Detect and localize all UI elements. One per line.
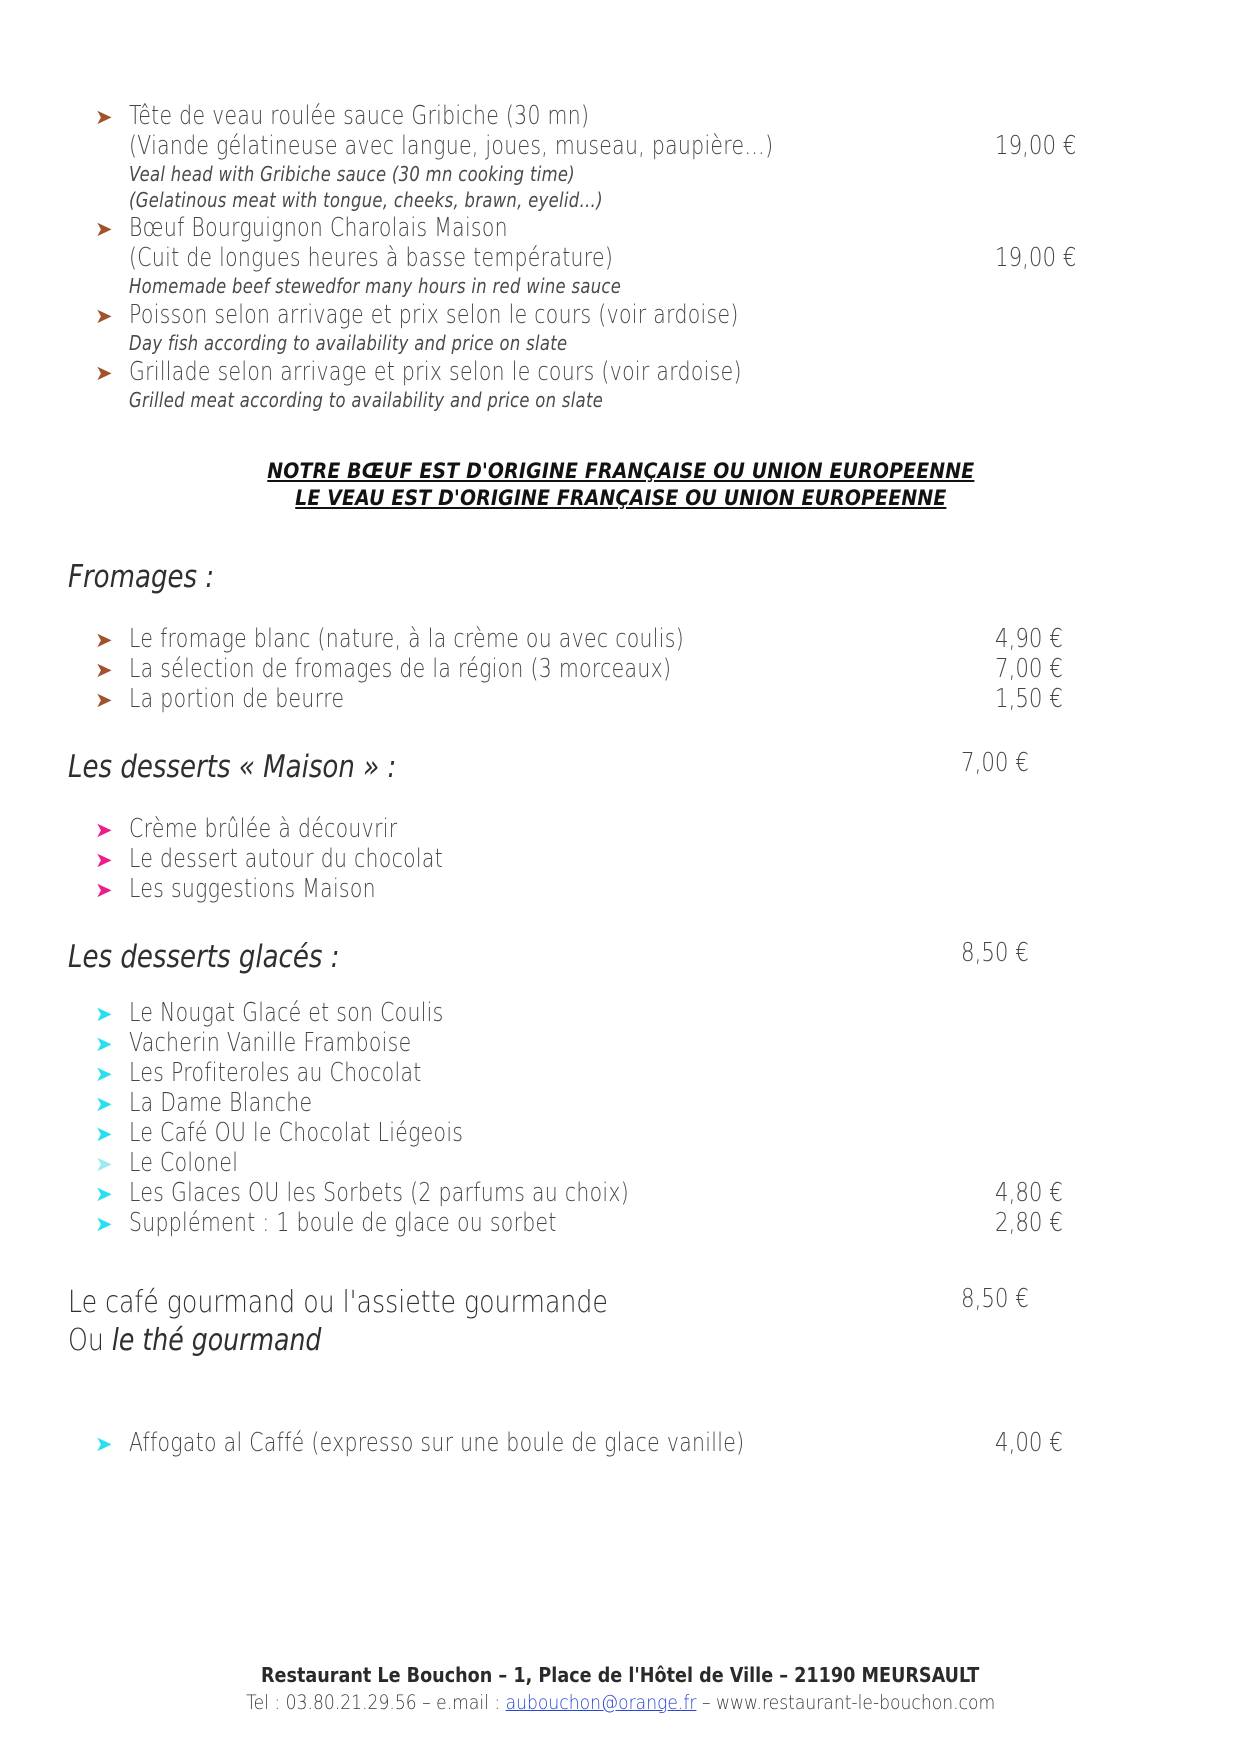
- cheeses-section: [0, 558, 1241, 714]
- list-item[interactable]: [95, 1148, 1155, 1178]
- footer-website: – www.restaurant-le-bouchon.com: [696, 1691, 996, 1714]
- item-label: Les Profiteroles au Chocolat: [129, 1058, 422, 1088]
- list-item[interactable]: [95, 874, 1155, 904]
- item-label: Le Nougat Glacé et son Coulis: [129, 998, 444, 1028]
- item-name: Poisson selon arrivage et prix selon le cours (voir ardoise): [129, 300, 739, 330]
- item-name: Grillade selon arrivage et prix selon le cours (voir ardoise): [129, 357, 742, 387]
- top-spacer: [0, 0, 1241, 46]
- list-item[interactable]: [95, 1208, 1155, 1238]
- arrow-bullet-icon: ➤: [95, 362, 113, 385]
- menu-item[interactable]: [95, 357, 1155, 387]
- footer-address: Restaurant Le Bouchon – 1, Place de l'Hôtel de Ville – 21190 MEURSAULT: [261, 1663, 980, 1687]
- arrow-bullet-icon: ➤: [95, 1093, 113, 1116]
- section-price: 8,50 €: [961, 938, 1029, 968]
- arrow-bullet-icon: ➤: [95, 1123, 113, 1146]
- arrow-bullet-icon: ➤: [95, 819, 113, 842]
- list-item[interactable]: [95, 684, 1155, 714]
- menu-item-detail: [95, 243, 1155, 273]
- arrow-bullet-icon: ➤: [95, 879, 113, 902]
- section-heading-row: [68, 938, 1148, 976]
- item-en-description: (Gelatinous meat with tongue, cheeks, brawn, eyelid…): [129, 188, 603, 212]
- item-price: 7,00 €: [995, 654, 1063, 684]
- arrow-bullet-icon: ➤: [95, 849, 113, 872]
- gourmand-heading-row: [68, 1284, 1148, 1322]
- item-label: La portion de beurre: [129, 684, 345, 714]
- item-price: 1,50 €: [995, 684, 1063, 714]
- list-item[interactable]: [95, 1178, 1155, 1208]
- menu-item-translation: [95, 330, 1155, 357]
- item-label: La sélection de fromages de la région (3 morceaux): [129, 654, 672, 684]
- arrow-bullet-icon: ➤: [95, 1183, 113, 1206]
- menu-item[interactable]: [95, 213, 1155, 243]
- main-dishes-section: [0, 101, 1241, 414]
- item-price: 19,00 €: [995, 243, 1077, 273]
- list-item[interactable]: [95, 654, 1155, 684]
- item-label: Affogato al Caffé (expresso sur une boule de glace vanille): [129, 1428, 745, 1458]
- arrow-bullet-icon: ➤: [95, 106, 113, 129]
- item-fr-description: (Viande gélatineuse avec langue, joues, museau, paupière…): [129, 131, 774, 161]
- arrow-bullet-icon: ➤: [95, 689, 113, 712]
- menu-item-translation: [95, 387, 1155, 414]
- section-title-desserts-glaces: Les desserts glacés :: [68, 939, 340, 975]
- item-price: 4,90 €: [995, 624, 1063, 654]
- item-en-name: Grilled meat according to availability and price on slate: [129, 388, 604, 412]
- list-item[interactable]: [95, 1118, 1155, 1148]
- gourmand-price: 8,50 €: [961, 1284, 1029, 1314]
- arrow-bullet-icon: ➤: [95, 1213, 113, 1236]
- arrow-bullet-icon: ➤: [95, 629, 113, 652]
- item-label: Crème brûlée à découvrir: [129, 814, 398, 844]
- item-label: Le Café OU le Chocolat Liégeois: [129, 1118, 464, 1148]
- list-item[interactable]: [95, 814, 1155, 844]
- item-label: Vacherin Vanille Framboise: [129, 1028, 412, 1058]
- gourmand-line-2: [68, 1322, 818, 1360]
- item-label: Le fromage blanc (nature, à la crème ou avec coulis): [129, 624, 684, 654]
- item-label: Le dessert autour du chocolat: [129, 844, 444, 874]
- item-price: 2,80 €: [995, 1208, 1063, 1238]
- item-label: Supplément : 1 boule de glace ou sorbet: [129, 1208, 557, 1238]
- arrow-bullet-icon: ➤: [95, 1033, 113, 1056]
- item-name: Bœuf Bourguignon Charolais Maison: [129, 213, 508, 243]
- arrow-bullet-icon: ➤: [95, 218, 113, 241]
- gourmand-section: [0, 1284, 1241, 1458]
- section-heading-row: [68, 748, 1148, 786]
- item-price: 4,80 €: [995, 1178, 1063, 1208]
- item-en-name: Veal head with Gribiche sauce (30 mn cooking time): [129, 162, 575, 186]
- item-fr-description: (Cuit de longues heures à basse température): [129, 243, 614, 273]
- item-price: 4,00 €: [995, 1428, 1063, 1458]
- item-en-name: Homemade beef stewedfor many hours in red wine sauce: [129, 274, 622, 298]
- footer-tel: Tel : 03.80.21.29.56 – e.mail :: [245, 1691, 506, 1714]
- list-item[interactable]: [95, 1058, 1155, 1088]
- menu-item-translation: [95, 273, 1155, 300]
- section-title-desserts-maison: Les desserts « Maison » :: [68, 749, 397, 785]
- arrow-bullet-icon: ➤: [95, 1153, 113, 1176]
- list-item[interactable]: [95, 1028, 1155, 1058]
- item-label: Les Glaces OU les Sorbets (2 parfums au choix): [129, 1178, 630, 1208]
- footer: [0, 1662, 1241, 1716]
- gourmand-heading-row-2: [68, 1322, 1148, 1360]
- item-label: Les suggestions Maison: [129, 874, 376, 904]
- list-item[interactable]: [95, 1428, 1155, 1458]
- list-item[interactable]: [95, 624, 1155, 654]
- menu-item[interactable]: [95, 300, 1155, 330]
- item-label: Le Colonel: [129, 1148, 239, 1178]
- origin-notice: [0, 458, 1241, 512]
- footer-email-link[interactable]: aubouchon@orange.fr: [505, 1691, 697, 1714]
- gourmand-line-2-italic: le thé gourmand: [111, 1323, 322, 1358]
- item-name: Tête de veau roulée sauce Gribiche (30 mn): [129, 101, 590, 131]
- section-heading-row: [68, 558, 1148, 596]
- list-item[interactable]: [95, 1088, 1155, 1118]
- arrow-bullet-icon: ➤: [95, 305, 113, 328]
- menu-item[interactable]: [95, 101, 1155, 131]
- desserts-maison-section: [0, 748, 1241, 904]
- desserts-glaces-section: [0, 938, 1241, 1238]
- gourmand-line-1: Le café gourmand ou l'assiette gourmande: [68, 1285, 608, 1320]
- item-en-name: Day fish according to availability and price on slate: [129, 331, 568, 355]
- list-item[interactable]: [95, 844, 1155, 874]
- arrow-bullet-icon: ➤: [95, 1003, 113, 1026]
- arrow-bullet-icon: ➤: [95, 659, 113, 682]
- item-price: 19,00 €: [995, 131, 1077, 161]
- gourmand-line-2-prefix: Ou: [68, 1323, 112, 1358]
- origin-notice-line-veal: LE VEAU EST D'ORIGINE FRANÇAISE OU UNION EUROPEENNE: [294, 486, 947, 510]
- footer-contact: [246, 1689, 995, 1716]
- section-price: 7,00 €: [961, 748, 1029, 778]
- arrow-bullet-icon: ➤: [95, 1063, 113, 1086]
- origin-notice-line-beef: NOTRE BŒUF EST D'ORIGINE FRANÇAISE OU UNION EUROPEENNE: [266, 459, 975, 483]
- menu-item-detail: [95, 131, 1155, 161]
- list-item[interactable]: [95, 998, 1155, 1028]
- section-title-cheeses: Fromages :: [68, 559, 215, 595]
- menu-item-translation: [95, 161, 1155, 213]
- item-label: La Dame Blanche: [129, 1088, 313, 1118]
- arrow-bullet-icon: ➤: [95, 1433, 113, 1456]
